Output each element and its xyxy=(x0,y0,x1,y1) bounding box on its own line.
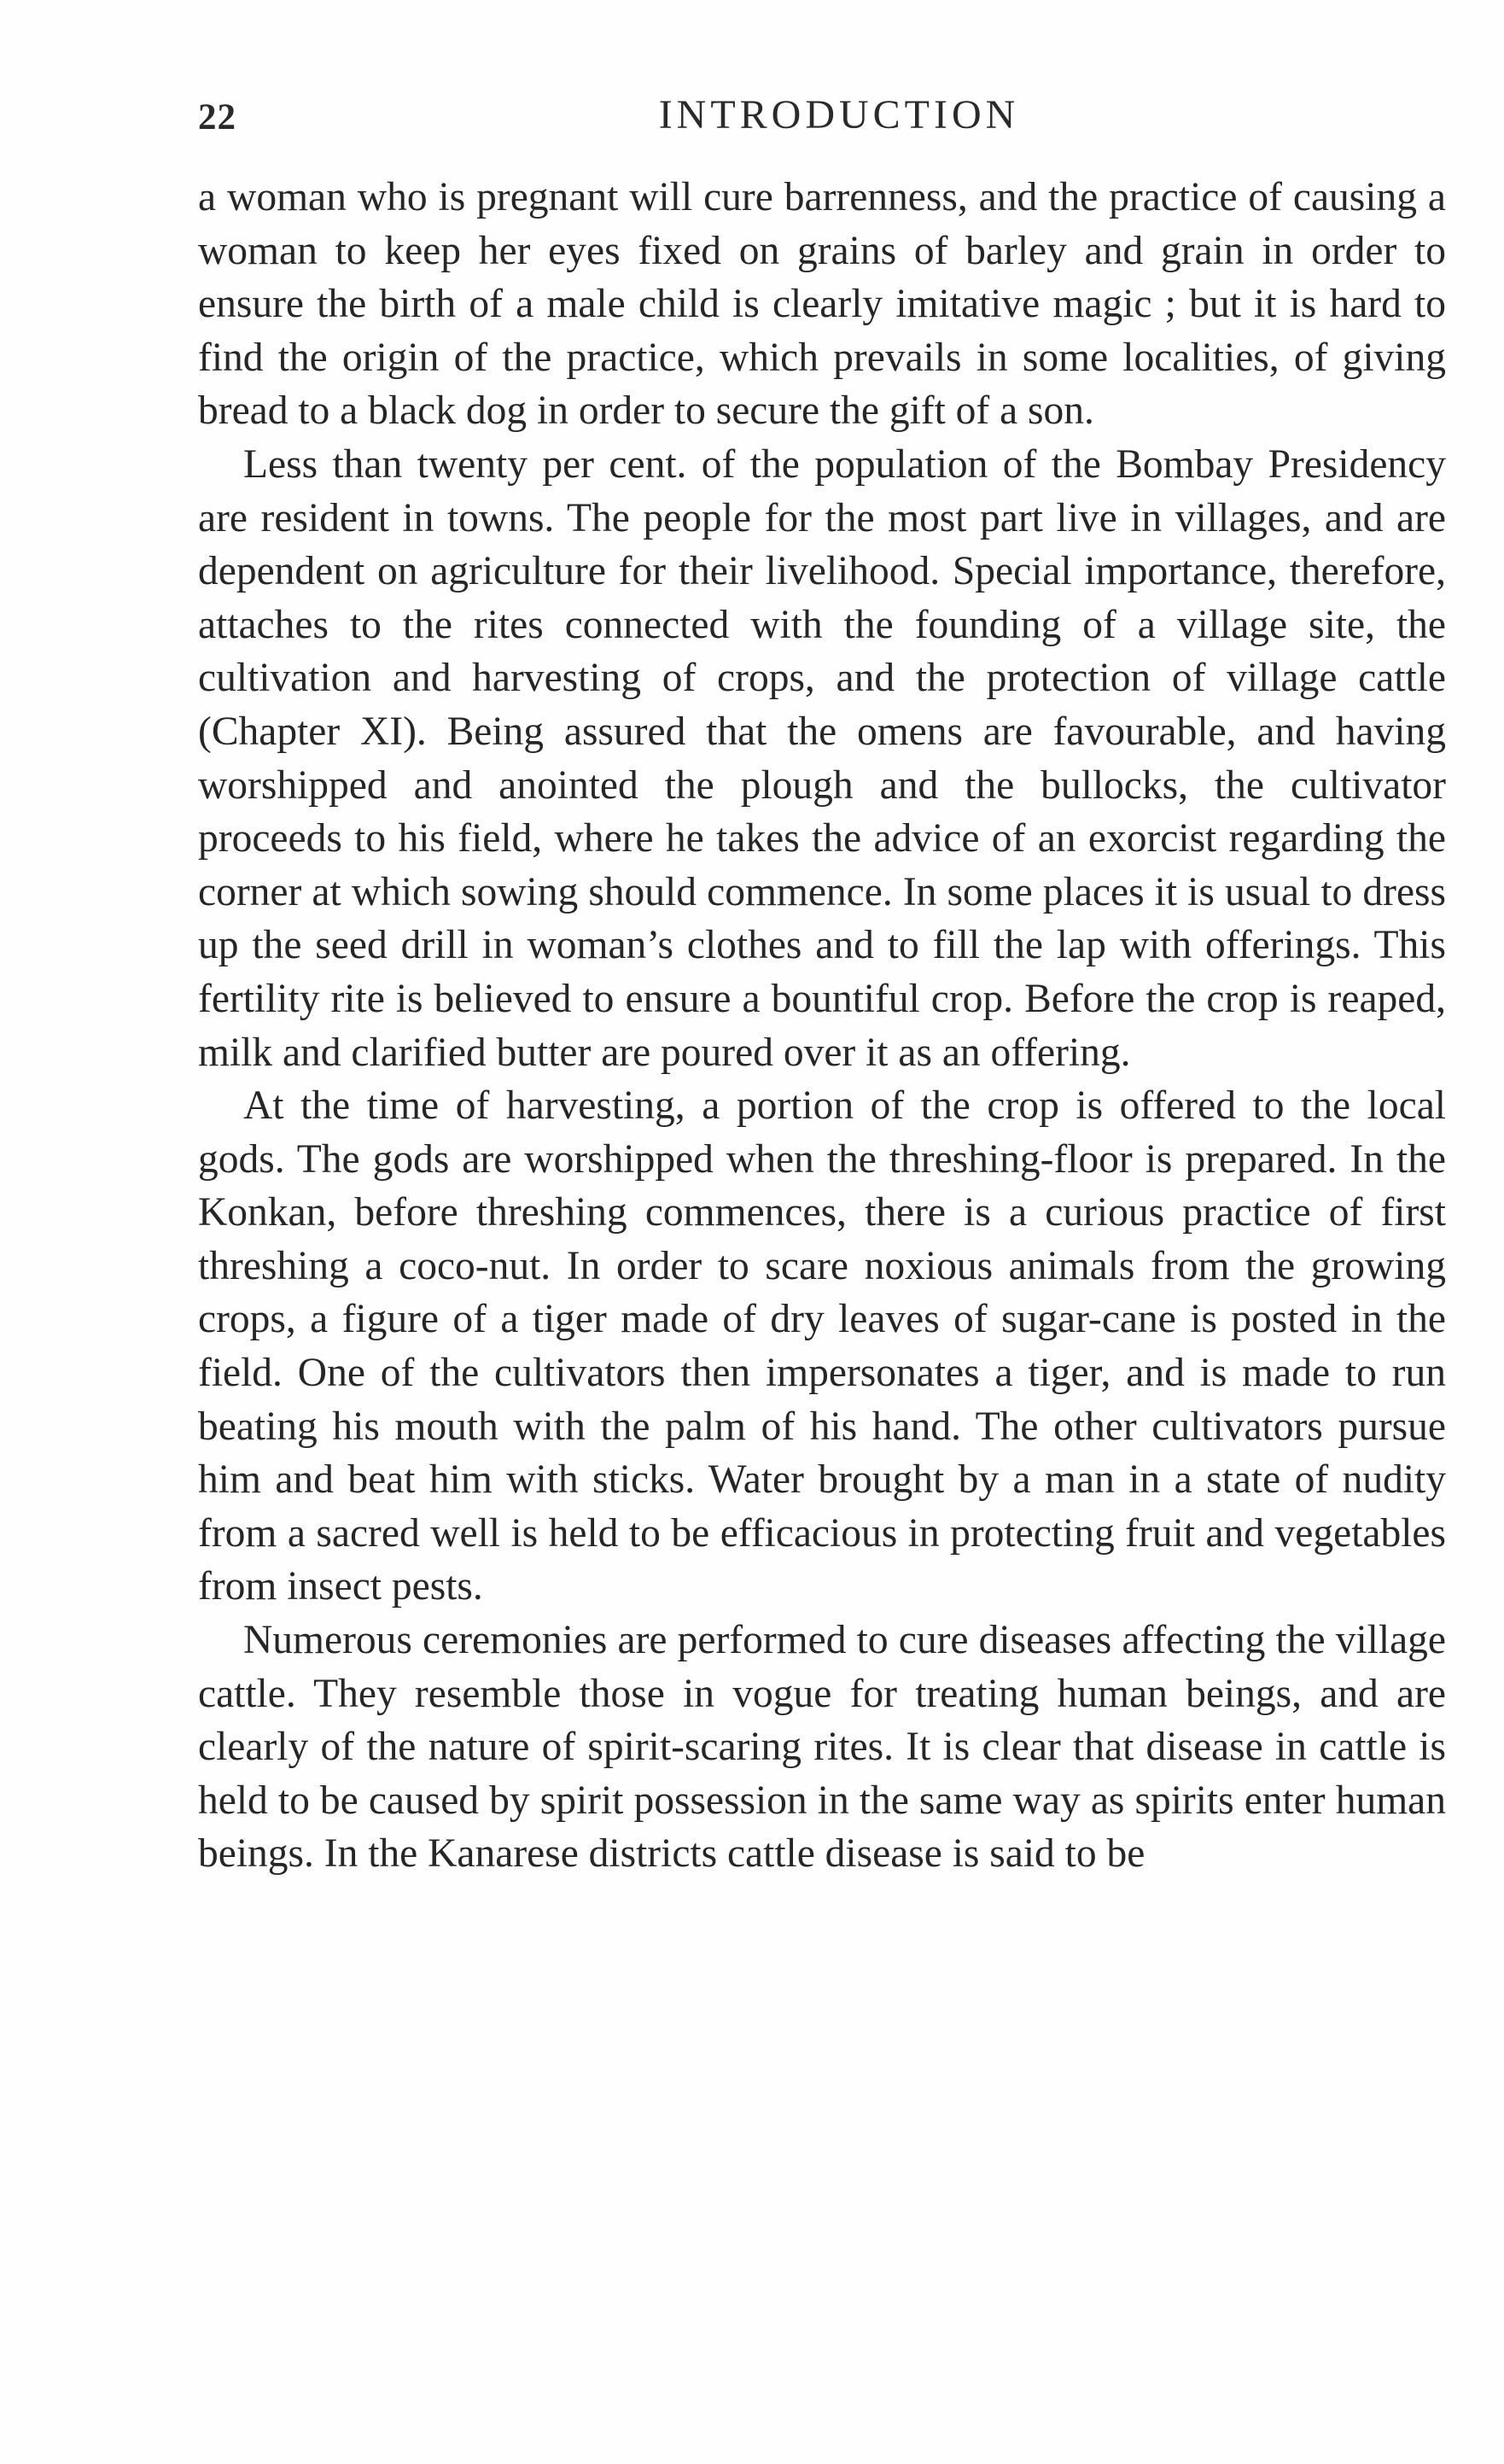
body-text xyxy=(198,171,1446,1881)
paragraph-agriculture: Less than twenty per cent. of the population of the Bombay Presidency are resident in towns. The people for the most part live in villages, and are dependent on agriculture for their livelihood. Special importance, therefore, attaches to the rites connected with the founding of a village site, the cultivation and harvesting of crops, and the protection of village cattle (Chapter XI). Being assured that the omens are favourable, and having worshipped and anointed the plough and the bullocks, the cultivator proceeds to his field, where he takes the advice of an exorcist regarding the corner at which sowing should commence. In some places it is usual to dress up the seed drill in woman’s clothes and to fill the lap with offerings. This fertility rite is believed to ensure a bountiful crop. Before the crop is reaped, milk and clarified butter are poured over it as an offering. xyxy=(198,441,1446,1075)
paragraph-cattle-disease: Numerous ceremonies are performed to cure diseases affecting the village cattle. They resemble those in vogue for treating human beings, and are clearly of the nature of spirit-scaring rites. It is clear that disease in cattle is held to be caused by spirit possession in the same way as spirits enter human beings. In the Kanarese districts cattle disease is said to be xyxy=(198,1618,1446,1877)
paragraph-continued: a woman who is pregnant will cure barrenness, and the practice of causing a woman to keep her eyes fixed on grains of barley and grain in order to ensure the birth of a male child is clearly imitative magic ; but it is hard to find the origin of the practice, which prevails in some localities, of giving bread to a black dog in order to secure the gift of a son. xyxy=(198,175,1446,434)
paragraph-harvesting: At the time of harvesting, a portion of the crop is offered to the local gods. The gods are worshipped when the threshing-floor is prepared. In the Konkan, before threshing commences, there is a curious practice of first threshing a coco-nut. In order to scare noxious animals from the growing crops, a figure of a tiger made of dry leaves of sugar-cane is posted in the field. One of the cultivators then impersonates a tiger, and is made to run beating his mouth with the palm of his hand. The other cultivators pursue him and beat him with sticks. Water brought by a man in a state of nudity from a sacred well is held to be efficacious in protecting fruit and vegetables from insect pests. xyxy=(198,1083,1446,1609)
running-head xyxy=(198,88,1446,148)
running-title: INTRODUCTION xyxy=(658,92,1020,137)
page-number: 22 xyxy=(198,97,236,137)
